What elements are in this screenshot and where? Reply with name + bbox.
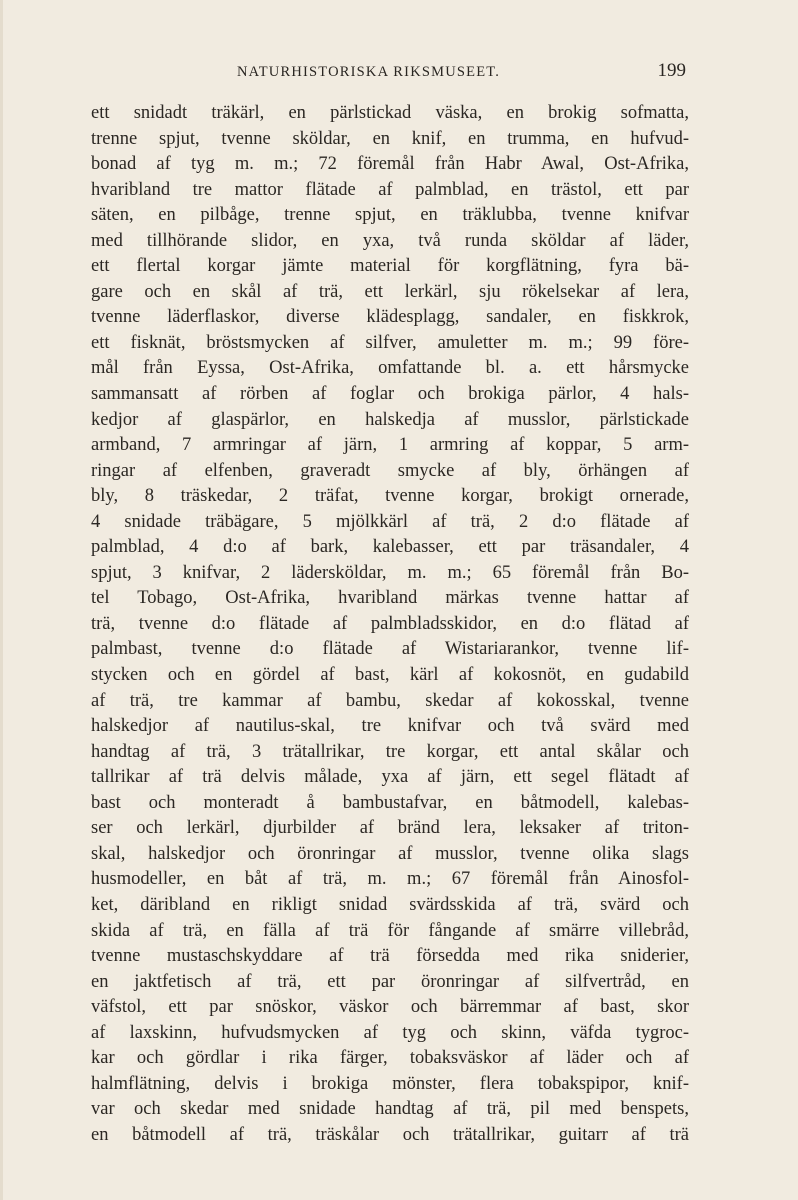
text-line: af trä, tre kammar af bambu, skedar af kokosskal, tvenne — [91, 690, 689, 711]
text-line: armband, 7 armringar af järn, 1 armring af koppar, 5 arm- — [91, 435, 689, 456]
text-line: väfstol, ett par snöskor, väskor och bärremmar af bast, skor — [91, 997, 689, 1018]
text-line: med tillhörande slidor, en yxa, två runda sköldar af läder, — [91, 230, 689, 251]
text-line: ser och lerkärl, djurbilder af bränd lera, leksaker af triton- — [91, 818, 689, 839]
text-line: spjut, 3 knifvar, 2 lädersköldar, m. m.; 65 föremål från Bo- — [91, 562, 689, 583]
running-title: NATURHISTORISKA RIKSMUSEET. — [237, 64, 501, 80]
text-line: kar och gördlar i rika färger, tobaksväskor af läder och af — [91, 1048, 689, 1069]
text-line: kedjor af glaspärlor, en halskedja af musslor, pärlstickade — [91, 409, 689, 430]
running-head — [91, 60, 691, 88]
text-line: ett flertal korgar jämte material för korgflätning, fyra bä- — [91, 256, 689, 277]
text-line: hvaribland tre mattor flätade af palmblad, en trästol, ett par — [91, 179, 689, 200]
text-line: mål från Eyssa, Ost-Afrika, omfattande bl. a. ett hårsmycke — [91, 358, 689, 379]
text-line: tel Tobago, Ost-Afrika, hvaribland märkas tvenne hattar af — [91, 588, 689, 609]
text-line: trä, tvenne d:o flätade af palmbladsskidor, en d:o flätad af — [91, 613, 689, 634]
text-line: skida af trä, en fälla af trä för fångande af smärre villebråd, — [91, 920, 689, 941]
text-line: handtag af trä, 3 trätallrikar, tre korgar, ett antal skålar och — [91, 741, 689, 762]
text-line: ket, däribland en rikligt snidad svärdsskida af trä, svärd och — [91, 894, 689, 915]
text-line: palmblad, 4 d:o af bark, kalebasser, ett par träsandaler, 4 — [91, 537, 689, 558]
text-line: tvenne läderflaskor, diverse klädesplagg, sandaler, en fiskkrok, — [91, 307, 689, 328]
text-line: stycken och en gördel af bast, kärl af kokosnöt, en gudabild — [91, 665, 689, 686]
text-line: ringar af elfenben, graveradt smycke af bly, örhängen af — [91, 460, 689, 481]
text-line: halskedjor af nautilus-skal, tre knifvar och två svärd med — [91, 716, 689, 737]
text-line: en jaktfetisch af trä, ett par öronringar af silfvertråd, en — [91, 971, 689, 992]
text-line: ett snidadt träkärl, en pärlstickad väska, en brokig sofmatta, — [91, 103, 689, 123]
text-line: af laxskinn, hufvudsmycken af tyg och skinn, väfda tygroc- — [91, 1022, 689, 1043]
text-line: ett fisknät, bröstsmycken af silfver, amuletter m. m.; 99 före- — [91, 332, 689, 353]
text-line: var och skedar med snidade handtag af trä, pil med benspets, — [91, 1099, 689, 1120]
text-line: säten, en pilbåge, trenne spjut, en träklubba, tvenne knifvar — [91, 205, 689, 226]
text-line: bly, 8 träskedar, 2 träfat, tvenne korgar, brokigt ornerade, — [91, 486, 689, 507]
body-text — [91, 101, 689, 1148]
text-line: 4 snidade träbägare, 5 mjölkkärl af trä, 2 d:o flätade af — [91, 511, 689, 532]
text-line: bonad af tyg m. m.; 72 föremål från Habr Awal, Ost-Afrika, — [91, 154, 689, 175]
text-line: bast och monteradt å bambustafvar, en båtmodell, kalebas- — [91, 792, 689, 813]
text-line: trenne spjut, tvenne sköldar, en knif, en trumma, en hufvud- — [91, 128, 689, 149]
text-line: halmflätning, delvis i brokiga mönster, flera tobakspipor, knif- — [91, 1073, 689, 1094]
text-line: gare och en skål af trä, ett lerkärl, sju rökelsekar af lera, — [91, 281, 689, 302]
page-number: 199 — [657, 60, 686, 81]
text-line: tallrikar af trä delvis målade, yxa af järn, ett segel flätadt af — [91, 767, 689, 788]
text-line: skal, halskedjor och öronringar af musslor, tvenne olika slags — [91, 843, 689, 864]
text-line: tvenne mustaschskyddare af trä försedda med rika sniderier, — [91, 946, 689, 967]
text-line: sammansatt af rörben af foglar och brokiga pärlor, 4 hals- — [91, 384, 689, 405]
text-line: husmodeller, en båt af trä, m. m.; 67 föremål från Ainosfol- — [91, 869, 689, 890]
text-line: palmbast, tvenne d:o flätade af Wistariarankor, tvenne lif- — [91, 639, 689, 660]
text-line: en båtmodell af trä, träskålar och trätallrikar, guitarr af trä — [91, 1124, 689, 1145]
